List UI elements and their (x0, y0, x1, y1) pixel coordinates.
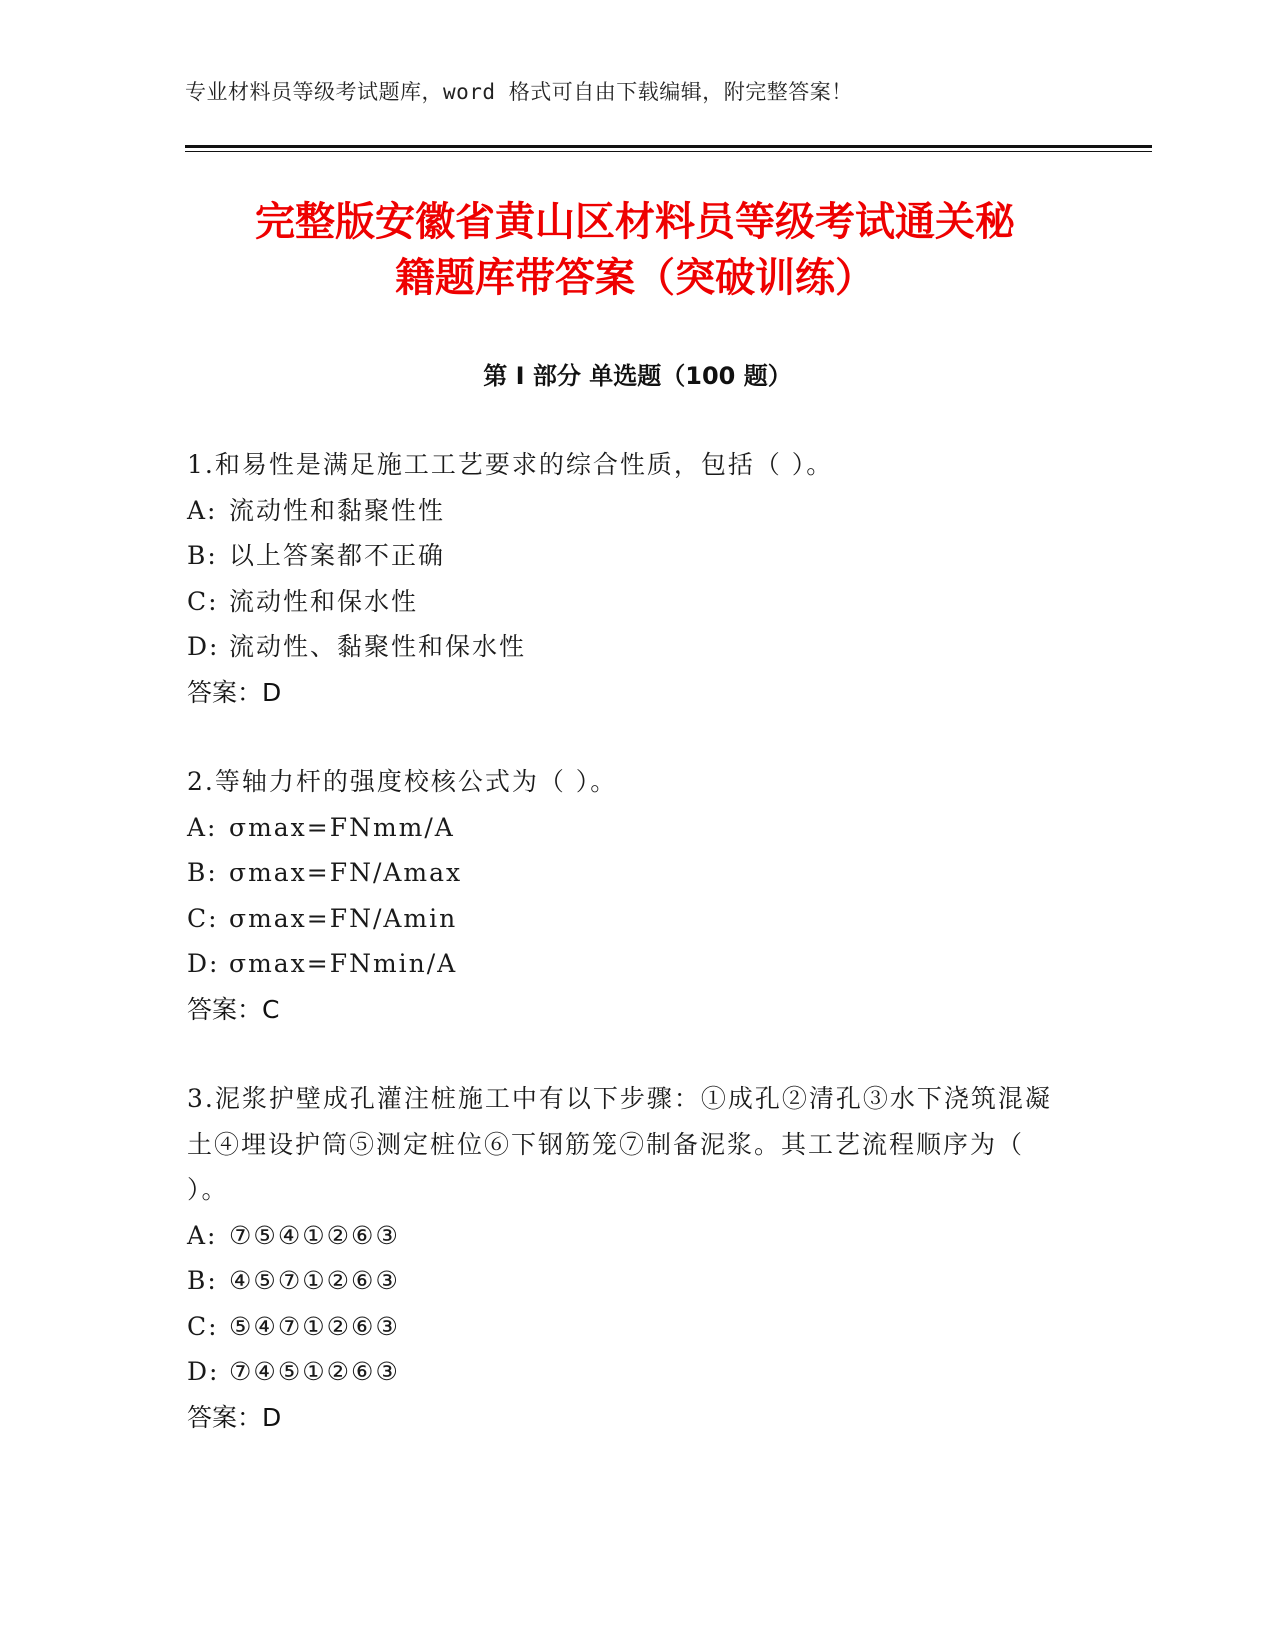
option-text: ⑦④⑤①②⑥③ (229, 1357, 400, 1386)
option-b (187, 1258, 1057, 1304)
option-letter: B: (187, 541, 218, 570)
option-c (187, 1304, 1057, 1350)
option-text: 以上答案都不正确 (229, 541, 446, 570)
option-a (187, 488, 1057, 534)
option-letter: C: (187, 586, 219, 616)
option-text: 流动性和黏聚性性 (229, 495, 446, 525)
option-text: σmax=FN/Amax (229, 858, 463, 887)
question-stem: 1.和易性是满足施工工艺要求的综合性质，包括（ ）。 (187, 450, 834, 479)
answer-value: C (262, 994, 280, 1024)
option-a (187, 1213, 1057, 1259)
option-text: 流动性、黏聚性和保水性 (229, 632, 527, 661)
option-letter: C: (187, 1311, 219, 1341)
option-text: σmax=FNmin/A (229, 949, 458, 978)
header-note: 专业材料员等级考试题库，word 格式可自由下载编辑，附完整答案！ (185, 80, 853, 104)
answer-prefix: 答案： (187, 677, 263, 707)
option-text: ⑤④⑦①②⑥③ (229, 1311, 400, 1341)
option-text: ④⑤⑦①②⑥③ (229, 1266, 400, 1295)
option-letter: D: (187, 632, 220, 661)
answer-value: D (262, 1402, 282, 1432)
answer-line (187, 987, 1057, 1033)
option-b (187, 533, 1057, 579)
document-title-line-1: 完整版安徽省黄山区材料员等级考试通关秘 (255, 199, 1015, 245)
option-a (187, 805, 1057, 851)
question-1 (187, 442, 1057, 715)
option-letter: D: (187, 949, 220, 978)
answer-value: D (262, 677, 282, 707)
question-3 (187, 1076, 1057, 1440)
option-letter: B: (187, 1266, 218, 1295)
option-d (187, 941, 1057, 987)
question-stem: 3.泥浆护壁成孔灌注桩施工中有以下步骤：①成孔②清孔③水下浇筑混凝土④埋设护筒⑤测定桩位⑥下钢筋笼⑦制备泥浆。其工艺流程顺序为（ ）。 (187, 1084, 1052, 1204)
option-c (187, 579, 1057, 625)
option-letter: C: (187, 903, 219, 933)
option-text: ⑦⑤④①②⑥③ (229, 1220, 400, 1250)
question-stem: 2.等轴力杆的强度校核公式为（ ）。 (187, 767, 618, 796)
answer-prefix: 答案： (187, 994, 263, 1024)
option-text: 流动性和保水性 (229, 586, 419, 616)
answer-prefix: 答案： (187, 1402, 263, 1432)
option-c (187, 896, 1057, 942)
option-d (187, 1349, 1057, 1395)
question-list (187, 442, 1057, 1484)
option-text: σmax=FN/Amin (229, 903, 458, 933)
document-title-line-2: 籍题库带答案（突破训练） (395, 255, 875, 301)
option-letter: A: (187, 1220, 218, 1250)
answer-line (187, 670, 1057, 716)
option-letter: A: (187, 812, 218, 842)
section-heading: 第 I 部分 单选题（100 题） (483, 362, 792, 390)
document-title (185, 194, 1085, 306)
option-letter: B: (187, 858, 218, 887)
option-d (187, 624, 1057, 670)
header-divider-thick (185, 145, 1152, 148)
option-letter: D: (187, 1357, 220, 1386)
header-divider-thin (185, 151, 1152, 152)
option-text: σmax=FNmm/A (229, 812, 455, 842)
option-letter: A: (187, 495, 218, 525)
option-b (187, 850, 1057, 896)
question-2 (187, 759, 1057, 1032)
answer-line (187, 1395, 1057, 1441)
